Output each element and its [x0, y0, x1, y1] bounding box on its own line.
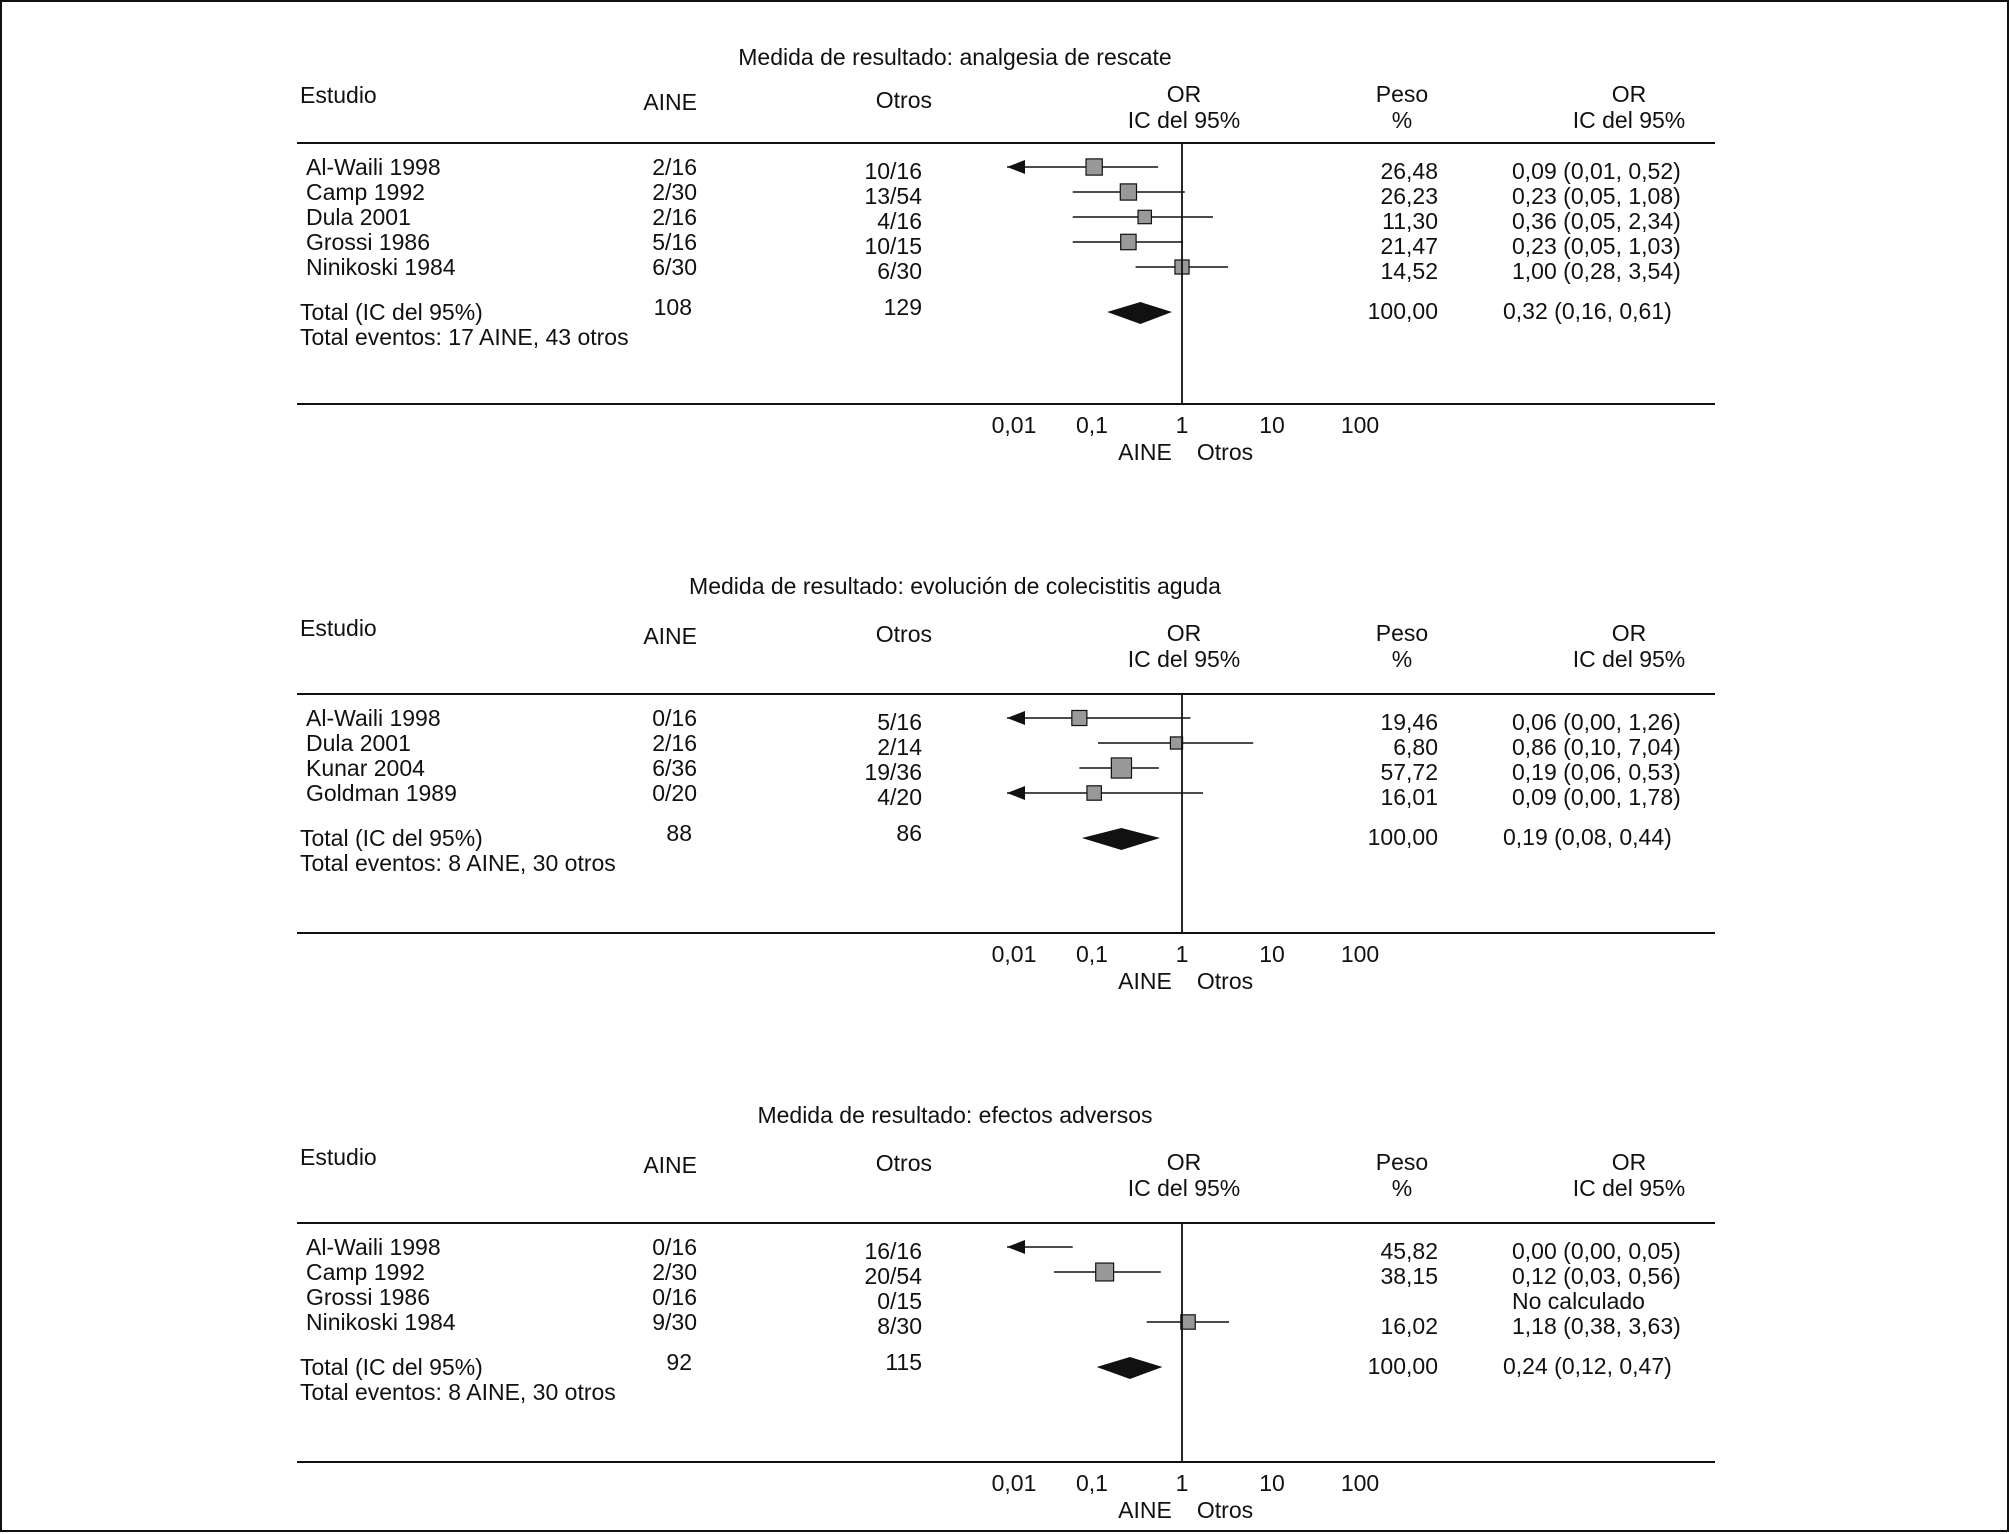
- axis-tick-label: 0,1: [1076, 941, 1108, 967]
- study-or-text: 0,09 (0,00, 1,78): [1512, 784, 1681, 810]
- study-or-text: 0,12 (0,03, 0,56): [1512, 1263, 1681, 1289]
- study-otros: 16/16: [864, 1238, 922, 1264]
- header-otros: Otros: [875, 1150, 932, 1176]
- header-or-ci: IC del 95%: [1572, 646, 1686, 672]
- study-aine: 0/16: [652, 705, 697, 731]
- axis-tick-label: 0,01: [991, 1470, 1037, 1496]
- study-aine: 0/16: [652, 1234, 697, 1260]
- total-or-text: 0,24 (0,12, 0,47): [1503, 1353, 1672, 1379]
- study-aine: 2/30: [652, 1259, 697, 1285]
- forest-panel-2: [297, 573, 1715, 994]
- study-weight: 21,47: [1380, 233, 1438, 259]
- panel-title: Medida de resultado: evolución de colecistitis aguda: [689, 573, 1221, 599]
- study-otros: 10/15: [864, 233, 922, 259]
- axis-favours-otros: Otros: [1196, 1497, 1254, 1523]
- axis-favours-otros: Otros: [1196, 968, 1254, 994]
- header-or-ci: IC del 95%: [1572, 1175, 1686, 1201]
- header-or: OR: [1611, 81, 1647, 107]
- study-name: Grossi 1986: [306, 229, 431, 255]
- header-otros: Otros: [875, 621, 932, 647]
- study-aine: 2/16: [652, 730, 697, 756]
- study-aine: 6/36: [652, 755, 697, 781]
- study-otros: 5/16: [877, 709, 922, 735]
- header-weight-unit: %: [1391, 646, 1413, 672]
- axis-tick-label: 10: [1259, 941, 1285, 967]
- study-otros: 6/30: [877, 258, 922, 284]
- point-estimate: [1111, 758, 1131, 778]
- study-weight: 6,80: [1393, 734, 1438, 760]
- study-otros: 8/30: [877, 1313, 922, 1339]
- study-name: Al-Waili 1998: [306, 154, 441, 180]
- study-aine: 5/16: [652, 229, 697, 255]
- ci-arrow: [1007, 1240, 1025, 1254]
- total-weight: 100,00: [1367, 298, 1438, 324]
- forest-plot-figure: [2, 2, 2009, 1534]
- axis-favours-aine: AINE: [1118, 1497, 1172, 1523]
- study-or-text: No calculado: [1512, 1288, 1645, 1314]
- study-weight: 19,46: [1380, 709, 1438, 735]
- header-or-ci: IC del 95%: [1572, 107, 1686, 133]
- total-aine: 88: [666, 820, 692, 846]
- panel-title: Medida de resultado: efectos adversos: [757, 1102, 1153, 1128]
- study-weight: 45,82: [1380, 1238, 1438, 1264]
- header-weight-unit: %: [1391, 1175, 1413, 1201]
- study-or-text: 0,23 (0,05, 1,03): [1512, 233, 1681, 259]
- axis-tick-label: 100: [1340, 941, 1380, 967]
- study-or-text: 0,19 (0,06, 0,53): [1512, 759, 1681, 785]
- total-otros: 115: [885, 1349, 922, 1375]
- study-or-text: 0,06 (0,00, 1,26): [1512, 709, 1681, 735]
- study-aine: 9/30: [652, 1309, 697, 1335]
- study-aine: 6/30: [652, 254, 697, 280]
- total-events: Total eventos: 8 AINE, 30 otros: [300, 1379, 616, 1405]
- study-otros: 4/16: [877, 208, 922, 234]
- header-weight: Peso: [1375, 620, 1429, 646]
- axis-tick-label: 0,01: [991, 941, 1037, 967]
- study-otros: 10/16: [864, 158, 922, 184]
- axis-tick-label: 100: [1340, 412, 1380, 438]
- axis-tick-label: 1: [1175, 412, 1189, 438]
- study-name: Ninikoski 1984: [306, 1309, 456, 1335]
- ci-arrow: [1007, 786, 1025, 800]
- study-name: Al-Waili 1998: [306, 705, 441, 731]
- point-estimate: [1121, 234, 1136, 249]
- point-estimate: [1170, 737, 1182, 749]
- axis-tick-label: 1: [1175, 941, 1189, 967]
- study-or-text: 1,00 (0,28, 3,54): [1512, 258, 1681, 284]
- study-weight: 26,23: [1380, 183, 1438, 209]
- study-aine: 2/30: [652, 179, 697, 205]
- header-aine: AINE: [643, 89, 697, 115]
- header-or: OR: [1611, 1149, 1647, 1175]
- study-weight: 11,30: [1382, 208, 1438, 234]
- study-weight: 16,01: [1380, 784, 1438, 810]
- point-estimate: [1072, 710, 1087, 725]
- axis-tick-label: 0,1: [1076, 1470, 1108, 1496]
- header-study: Estudio: [300, 82, 377, 108]
- header-or-plot: OR: [1166, 620, 1202, 646]
- point-estimate: [1086, 159, 1102, 175]
- total-weight: 100,00: [1367, 1353, 1438, 1379]
- study-aine: 0/16: [652, 1284, 697, 1310]
- study-aine: 2/16: [652, 154, 697, 180]
- ci-arrow: [1007, 160, 1025, 174]
- point-estimate: [1087, 786, 1101, 800]
- study-name: Kunar 2004: [306, 755, 425, 781]
- study-aine: 0/20: [652, 780, 697, 806]
- header-weight: Peso: [1375, 81, 1429, 107]
- axis-tick-label: 10: [1259, 412, 1285, 438]
- header-or-plot: OR: [1166, 81, 1202, 107]
- study-or-text: 1,18 (0,38, 3,63): [1512, 1313, 1681, 1339]
- study-name: Goldman 1989: [306, 780, 457, 806]
- total-events: Total eventos: 8 AINE, 30 otros: [300, 850, 616, 876]
- study-name: Grossi 1986: [306, 1284, 431, 1310]
- total-label: Total (IC del 95%): [300, 825, 483, 851]
- study-name: Ninikoski 1984: [306, 254, 456, 280]
- header-or-plot-ci: IC del 95%: [1127, 1175, 1241, 1201]
- pooled-diamond: [1097, 1357, 1163, 1379]
- header-study: Estudio: [300, 1144, 377, 1170]
- study-or-text: 0,09 (0,01, 0,52): [1512, 158, 1681, 184]
- study-name: Dula 2001: [306, 730, 411, 756]
- study-otros: 13/54: [864, 183, 922, 209]
- point-estimate: [1138, 210, 1151, 223]
- header-study: Estudio: [300, 615, 377, 641]
- panel-title: Medida de resultado: analgesia de rescate: [738, 44, 1172, 70]
- study-otros: 2/14: [877, 734, 922, 760]
- study-aine: 2/16: [652, 204, 697, 230]
- study-name: Al-Waili 1998: [306, 1234, 441, 1260]
- study-or-text: 0,86 (0,10, 7,04): [1512, 734, 1681, 760]
- study-otros: 0/15: [877, 1288, 922, 1314]
- study-name: Camp 1992: [306, 179, 425, 205]
- study-weight: 16,02: [1380, 1313, 1438, 1339]
- study-or-text: 0,00 (0,00, 0,05): [1512, 1238, 1681, 1264]
- axis-tick-label: 0,1: [1076, 412, 1108, 438]
- axis-favours-aine: AINE: [1118, 968, 1172, 994]
- total-label: Total (IC del 95%): [300, 1354, 483, 1380]
- total-otros: 129: [883, 294, 922, 320]
- header-otros: Otros: [875, 87, 932, 113]
- study-or-text: 0,36 (0,05, 2,34): [1512, 208, 1681, 234]
- total-or-text: 0,19 (0,08, 0,44): [1503, 824, 1672, 850]
- total-aine: 92: [666, 1349, 692, 1375]
- forest-panel-3: [297, 1102, 1715, 1523]
- study-otros: 4/20: [877, 784, 922, 810]
- total-events: Total eventos: 17 AINE, 43 otros: [300, 324, 629, 350]
- header-or-plot-ci: IC del 95%: [1127, 107, 1241, 133]
- total-otros: 86: [896, 820, 922, 846]
- header-weight-unit: %: [1391, 107, 1413, 133]
- header-or-plot-ci: IC del 95%: [1127, 646, 1241, 672]
- study-otros: 19/36: [864, 759, 922, 785]
- axis-tick-label: 100: [1340, 1470, 1380, 1496]
- study-name: Camp 1992: [306, 1259, 425, 1285]
- header-weight: Peso: [1375, 1149, 1429, 1175]
- header-aine: AINE: [643, 1152, 697, 1178]
- axis-tick-label: 10: [1259, 1470, 1285, 1496]
- study-weight: 38,15: [1380, 1263, 1438, 1289]
- header-aine: AINE: [643, 623, 697, 649]
- axis-tick-label: 0,01: [991, 412, 1037, 438]
- axis-favours-otros: Otros: [1196, 439, 1254, 465]
- study-or-text: 0,23 (0,05, 1,08): [1512, 183, 1681, 209]
- study-otros: 20/54: [864, 1263, 922, 1289]
- point-estimate: [1096, 1263, 1114, 1281]
- forest-panel-1: [297, 44, 1715, 465]
- point-estimate: [1181, 1315, 1195, 1329]
- study-weight: 26,48: [1380, 158, 1438, 184]
- pooled-diamond: [1082, 828, 1160, 850]
- point-estimate: [1120, 184, 1136, 200]
- total-or-text: 0,32 (0,16, 0,61): [1503, 298, 1672, 324]
- header-or-plot: OR: [1166, 1149, 1202, 1175]
- study-weight: 14,52: [1380, 258, 1438, 284]
- axis-favours-aine: AINE: [1118, 439, 1172, 465]
- study-name: Dula 2001: [306, 204, 411, 230]
- total-weight: 100,00: [1367, 824, 1438, 850]
- header-or: OR: [1611, 620, 1647, 646]
- total-label: Total (IC del 95%): [300, 299, 483, 325]
- pooled-diamond: [1107, 302, 1172, 324]
- axis-tick-label: 1: [1175, 1470, 1189, 1496]
- ci-arrow: [1007, 711, 1025, 725]
- study-weight: 57,72: [1380, 759, 1438, 785]
- total-aine: 108: [653, 294, 692, 320]
